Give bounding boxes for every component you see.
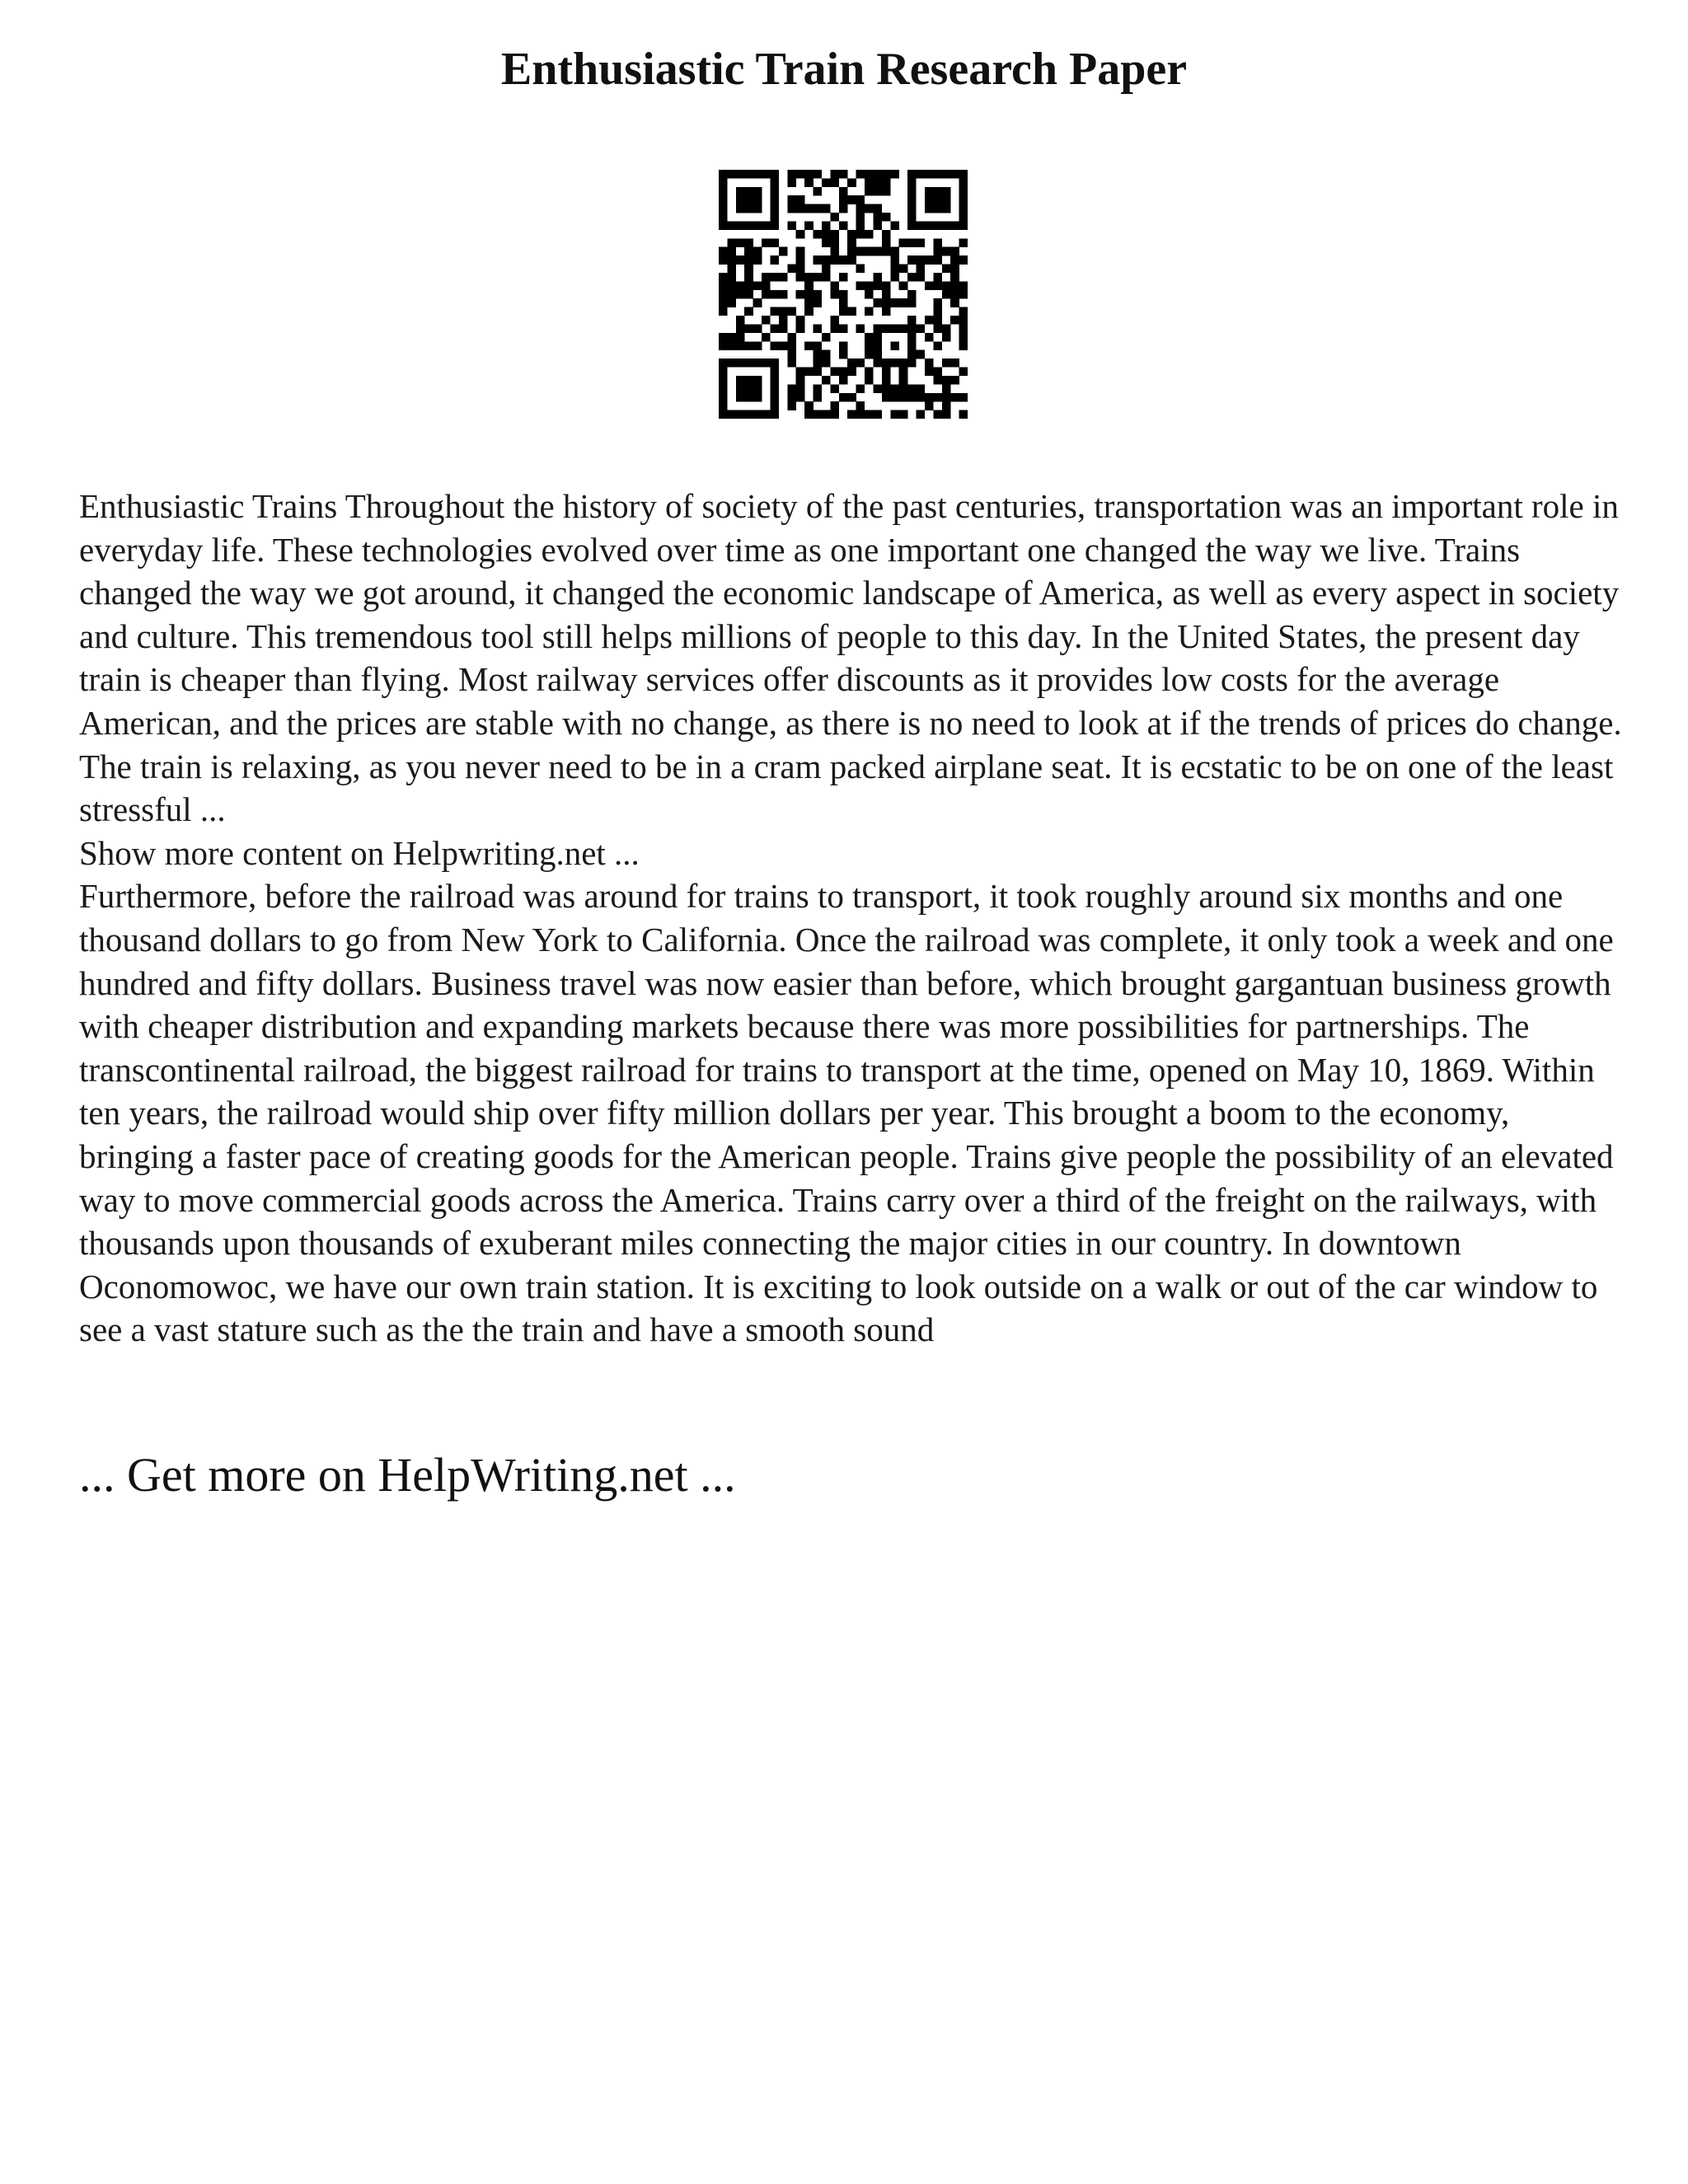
body-paragraph-history: Furthermore, before the railroad was around for trains to transport, it took roughly around six months and one thousand dollars to go from New York to California. Once the railroad was complete, it only took a week and one hundred and fifty dollars. Business travel was now easier than before, which brought gargantuan business growth with cheaper distribution and expanding markets because there was more possibilities for partnerships. The transcontinental railroad, the biggest railroad for trains to transport at the time, opened on May 10, 1869. Within ten years, the railroad would ship over fifty million dollars per year. This brought a boom to the economy, bringing a faster pace of creating goods for the American people. Trains give people the possibility of an elevated way to move commercial goods across the America. Trains carry over a third of the freight on the railways, with thousands upon thousands of exuberant miles connecting the major cities in our country. In downtown Oconomowoc, we have our own train station. It is exciting to look outside on a walk or out of the car window to see a vast stature such as the the train and have a smooth sound	[79, 877, 1614, 1349]
document-body	[79, 485, 1629, 1352]
qr-code-graphic	[719, 170, 968, 419]
body-paragraph-intro: Enthusiastic Trains Throughout the history of society of the past centuries, transportation was an important role in everyday life. These technologies evolved over time as one important one changed the way we live. Trains changed the way we got around, it changed the economic landscape of America, as well as every aspect in society and culture. This tremendous tool still helps millions of people to this day. In the United States, the present day train is cheaper than flying. Most railway services offer discounts as it provides low costs for the average American, and the prices are stable with no change, as there is no need to look at if the trends of prices do change. The train is relaxing, as you never need to be in a cram packed airplane seat. It is ecstatic to be on one of the least stressful ...	[79, 487, 1622, 829]
document-title: Enthusiastic Train Research Paper	[500, 44, 1188, 95]
get-more-link[interactable]: ... Get more on HelpWriting.net ...	[79, 1448, 736, 1502]
show-more-link[interactable]: Show more content on Helpwriting.net ...	[79, 833, 640, 872]
qr-code-icon[interactable]	[719, 170, 968, 419]
